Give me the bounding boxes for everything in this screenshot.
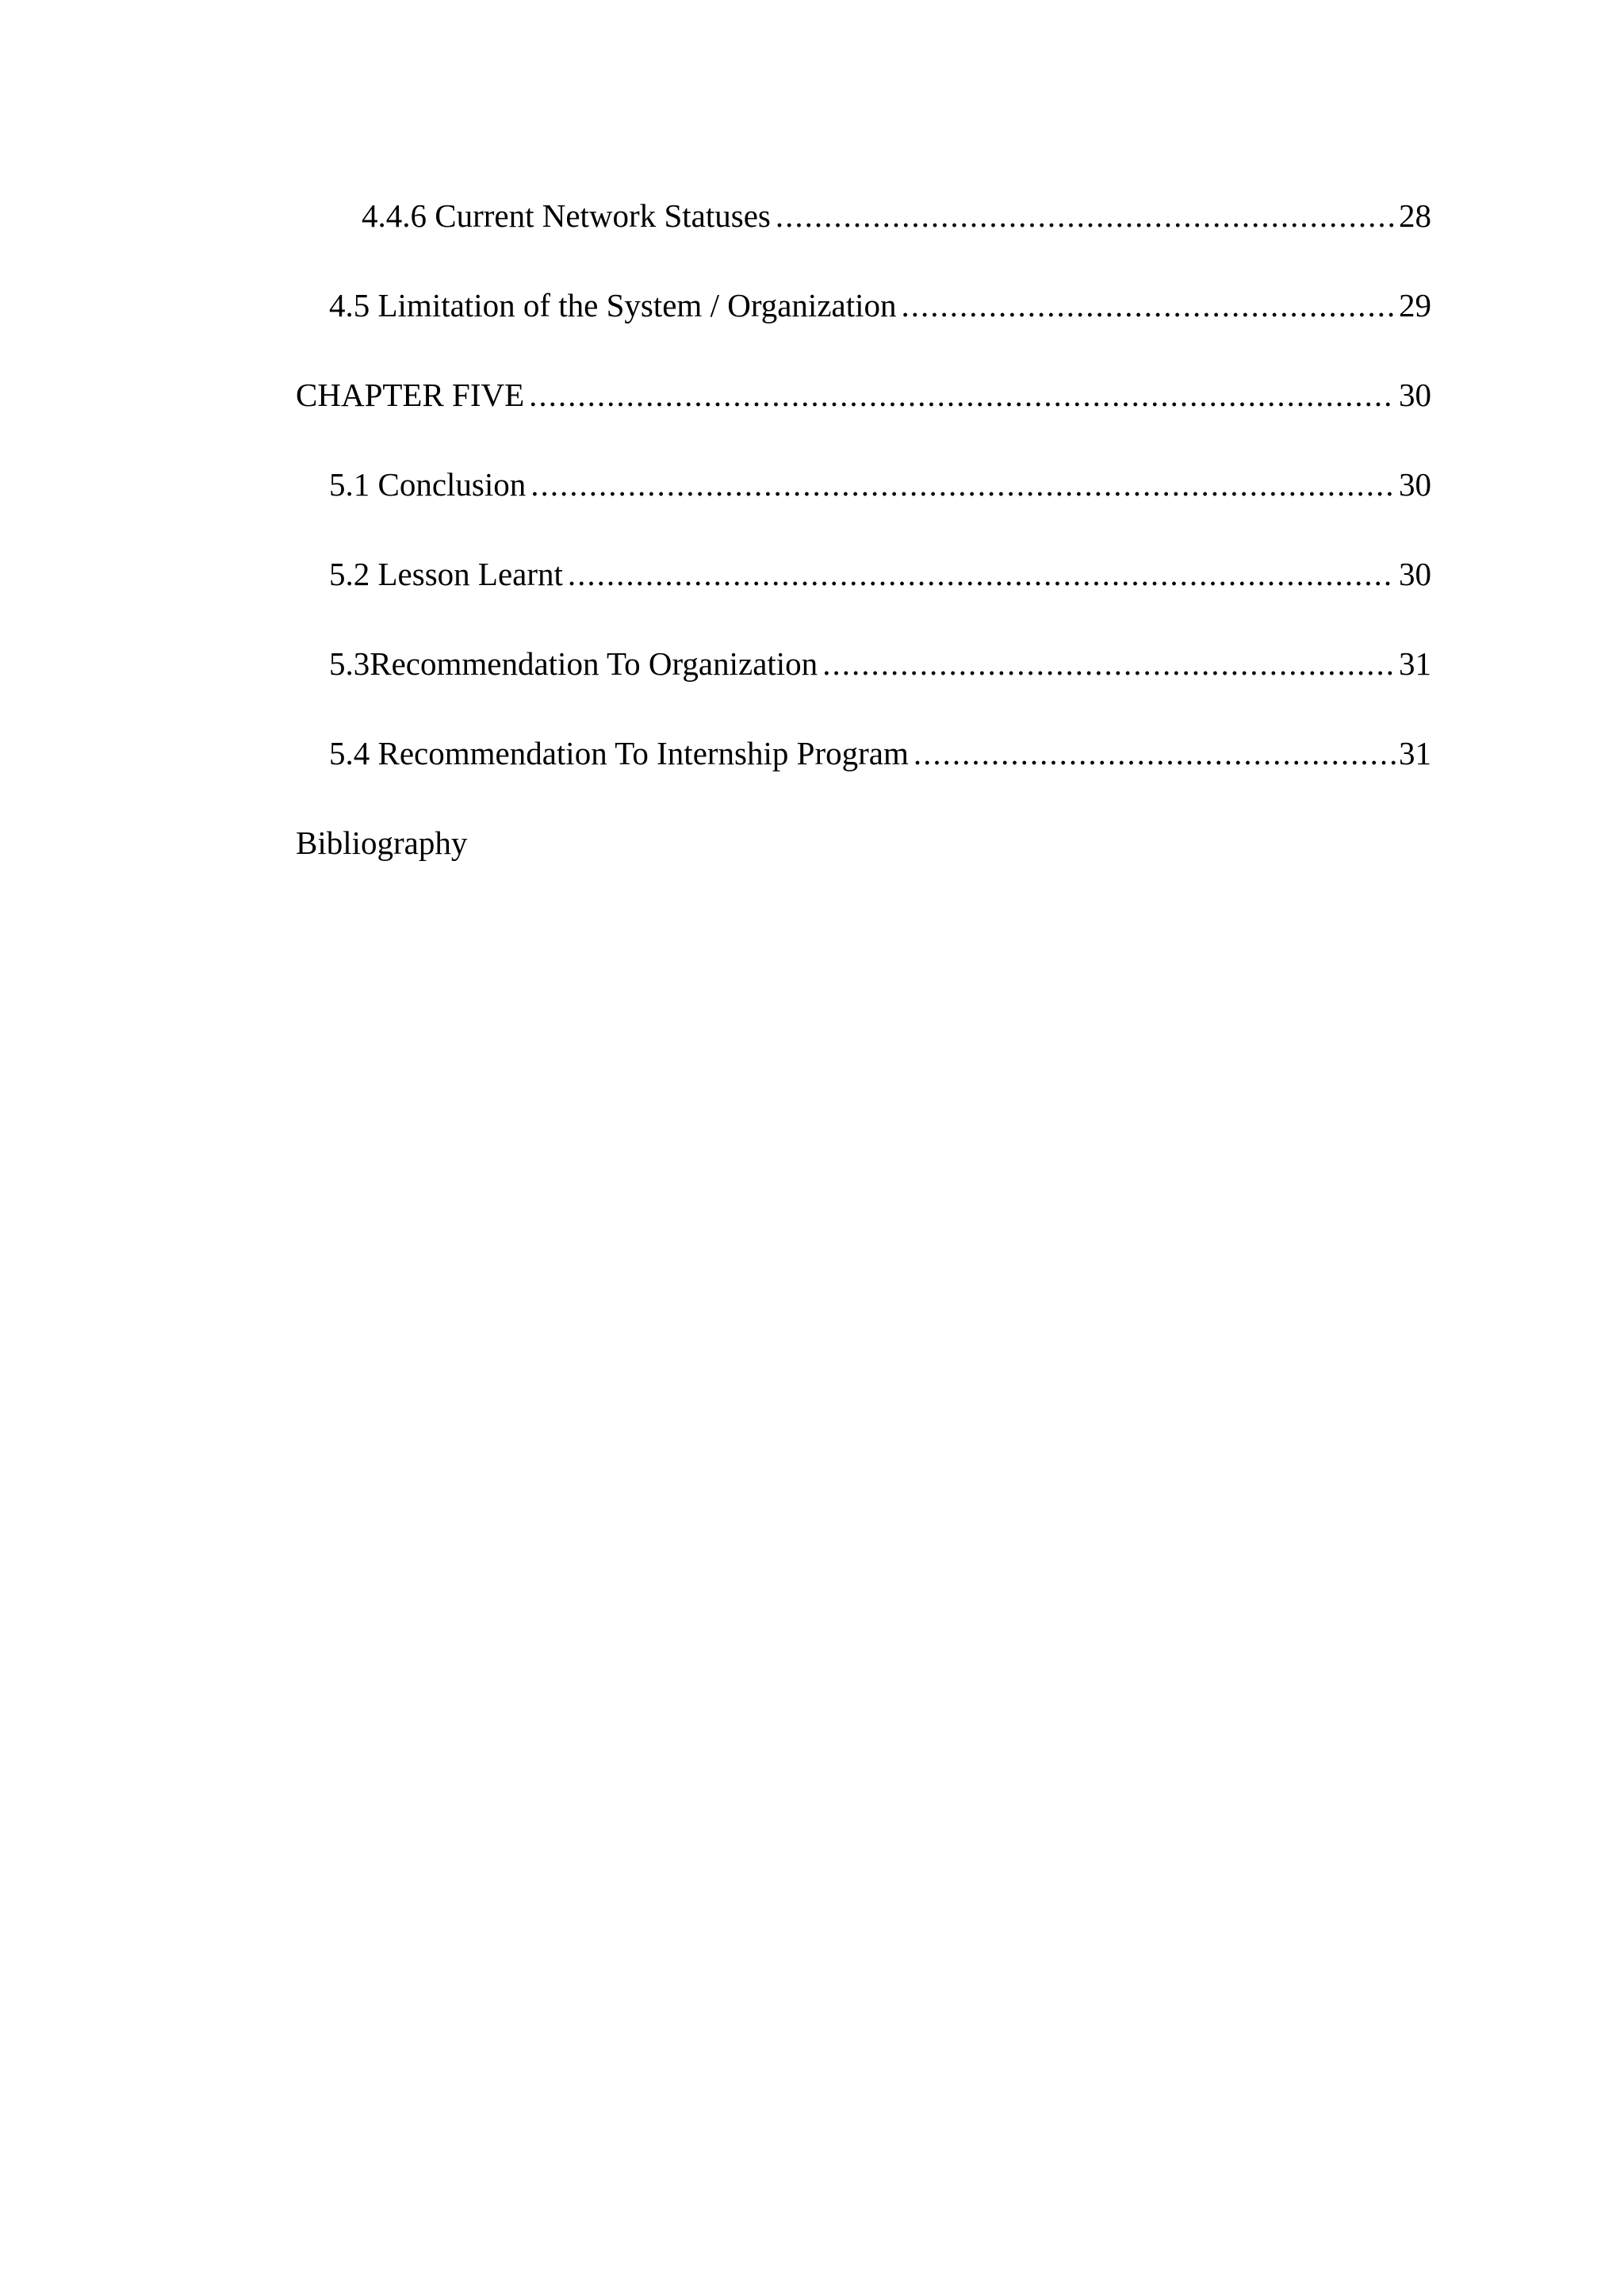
dot-leader (902, 280, 1396, 331)
toc-entry-title: Bibliography (296, 825, 468, 861)
toc-entry-title: 5.3Recommendation To Organization (329, 645, 818, 682)
table-of-contents (296, 190, 1431, 907)
toc-entry-page-number: 28 (1399, 197, 1431, 234)
toc-entry-title: 5.2 Lesson Learnt (329, 556, 563, 592)
toc-entry-5-3[interactable] (296, 638, 1431, 728)
dot-leader (568, 549, 1396, 599)
toc-entry-title: 4.5 Limitation of the System / Organization (329, 287, 897, 323)
toc-entry-4-5[interactable] (296, 280, 1431, 369)
toc-entry-page-number: 30 (1399, 377, 1431, 413)
toc-entry-page-number: 31 (1399, 735, 1431, 771)
dot-leader (530, 459, 1396, 510)
dot-leader (914, 728, 1396, 779)
toc-entry-page-number: 29 (1399, 287, 1431, 323)
toc-entry-chapter-five[interactable] (296, 369, 1431, 459)
toc-entry-5-2[interactable] (296, 549, 1431, 638)
toc-entry-bibliography[interactable] (296, 817, 1431, 907)
toc-entry-title: 5.1 Conclusion (329, 466, 527, 503)
dot-leader (822, 638, 1396, 689)
toc-entry-page-number: 30 (1399, 466, 1431, 503)
toc-entry-page-number: 31 (1399, 645, 1431, 682)
toc-entry-title: 5.4 Recommendation To Internship Program (329, 735, 909, 771)
toc-entry-title: CHAPTER FIVE (296, 377, 525, 413)
dot-leader (529, 369, 1396, 420)
toc-entry-page-number: 30 (1399, 556, 1431, 592)
toc-entry-title: 4.4.6 Current Network Statuses (362, 197, 771, 234)
dot-leader (776, 190, 1396, 241)
toc-entry-5-1[interactable] (296, 459, 1431, 549)
toc-entry-4-4-6[interactable] (296, 190, 1431, 280)
toc-entry-5-4[interactable] (296, 728, 1431, 817)
